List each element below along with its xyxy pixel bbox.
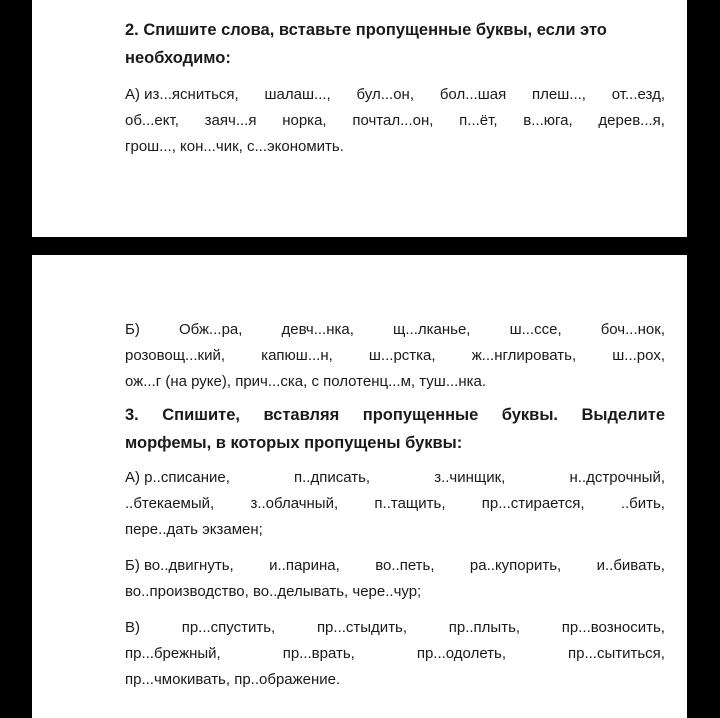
document-page-top (32, 0, 687, 237)
task3-heading-line2: морфемы, в которых пропущены буквы: (125, 434, 463, 452)
word: з..облачный, (250, 495, 339, 512)
task3-heading (125, 401, 665, 457)
word: вставляя (263, 406, 340, 424)
page-gap (125, 255, 665, 317)
word: бол...шая (439, 86, 507, 103)
task2-heading (125, 16, 665, 72)
word: Спишите, (162, 406, 240, 424)
word: и..парина, (269, 557, 340, 574)
word: ..бить, (620, 495, 665, 512)
word: дерев...я, (598, 112, 665, 129)
word: плеш..., (532, 86, 586, 103)
word: пр...сытиться, (568, 645, 665, 662)
word: пр...врать, (282, 645, 355, 662)
task3-a-line1 (125, 465, 665, 491)
task2-b-line2 (125, 343, 665, 369)
task3-a-line3: пере..дать экзамен; (125, 521, 263, 538)
word: пр...возносить, (561, 619, 665, 636)
task2-part-a (125, 82, 665, 160)
word: капюш...н, (261, 347, 333, 364)
task2-b-line3: ож...г (на руке), прич...ска, с полотенц...м, туш...нка. (125, 373, 487, 390)
word: почтал...он, (352, 112, 434, 129)
word: от...езд, (611, 86, 665, 103)
word: пр...стирается, (481, 495, 585, 512)
word: Выделите (581, 406, 665, 424)
word: в...юга, (523, 112, 573, 129)
word: заяч...я (204, 112, 257, 129)
word: ш...рох, (612, 347, 665, 364)
task3-b-line2: во..производство, во..делывать, чере..чур; (125, 583, 422, 600)
word: пр...стыдить, (316, 619, 408, 636)
word: Обж...ра, (178, 321, 243, 338)
word: п..тащить, (374, 495, 446, 512)
task2-heading-line2: необходимо: (125, 49, 231, 67)
task2-b-line1 (125, 317, 665, 343)
word: А) из...ясниться, (125, 86, 239, 103)
task3-part-a (125, 465, 665, 543)
word: боч...нок, (600, 321, 665, 338)
word: пр...спустить, (181, 619, 276, 636)
word: Б) (125, 321, 140, 338)
word: бул...он, (356, 86, 415, 103)
word: норка, (282, 112, 327, 129)
task3-heading-line1 (125, 401, 665, 429)
word: пр...брежный, (125, 645, 221, 662)
word: и..бивать, (596, 557, 665, 574)
word: Б) во..двигнуть, (125, 557, 234, 574)
task3-v-line3: пр...чмокивать, пр..ображение. (125, 671, 341, 688)
word: розовощ...кий, (125, 347, 226, 364)
word: об...ект, (125, 112, 179, 129)
word: ш...ссе, (509, 321, 562, 338)
word: 3. (125, 406, 139, 424)
word: пр...одолеть, (416, 645, 507, 662)
word: п...ёт, (459, 112, 498, 129)
word: девч...нка, (281, 321, 354, 338)
task3-v-line2 (125, 641, 665, 667)
task3-part-v (125, 615, 665, 693)
word: во..петь, (375, 557, 435, 574)
document-page-bottom (32, 255, 687, 718)
word: з..чинщик, (434, 469, 506, 486)
task2-a-line2 (125, 108, 665, 134)
task2-a-line1 (125, 82, 665, 108)
task3-a-line2 (125, 491, 665, 517)
word: щ...лканье, (393, 321, 471, 338)
word: А) р..списание, (125, 469, 230, 486)
task3-v-line1 (125, 615, 665, 641)
word: пропущенные (362, 406, 479, 424)
word: ж...нглировать, (471, 347, 577, 364)
task2-a-line3: грош..., кон...чик, с...экономить. (125, 138, 344, 155)
word: В) (125, 619, 140, 636)
word: н..дстрочный, (569, 469, 665, 486)
word: ш...рстка, (368, 347, 436, 364)
word: пр..плыть, (448, 619, 521, 636)
task2-heading-line1: 2. Спишите слова, вставьте пропущенные буквы, если это (125, 21, 607, 39)
task3-b-line1 (125, 553, 665, 579)
word: буквы. (501, 406, 558, 424)
task3-part-b (125, 553, 665, 605)
word: п..дписать, (294, 469, 371, 486)
word: ра..купорить, (469, 557, 562, 574)
word: шалаш..., (264, 86, 331, 103)
task2-part-b (125, 317, 665, 395)
word: ..бтекаемый, (125, 495, 215, 512)
top-spacer (125, 0, 665, 16)
